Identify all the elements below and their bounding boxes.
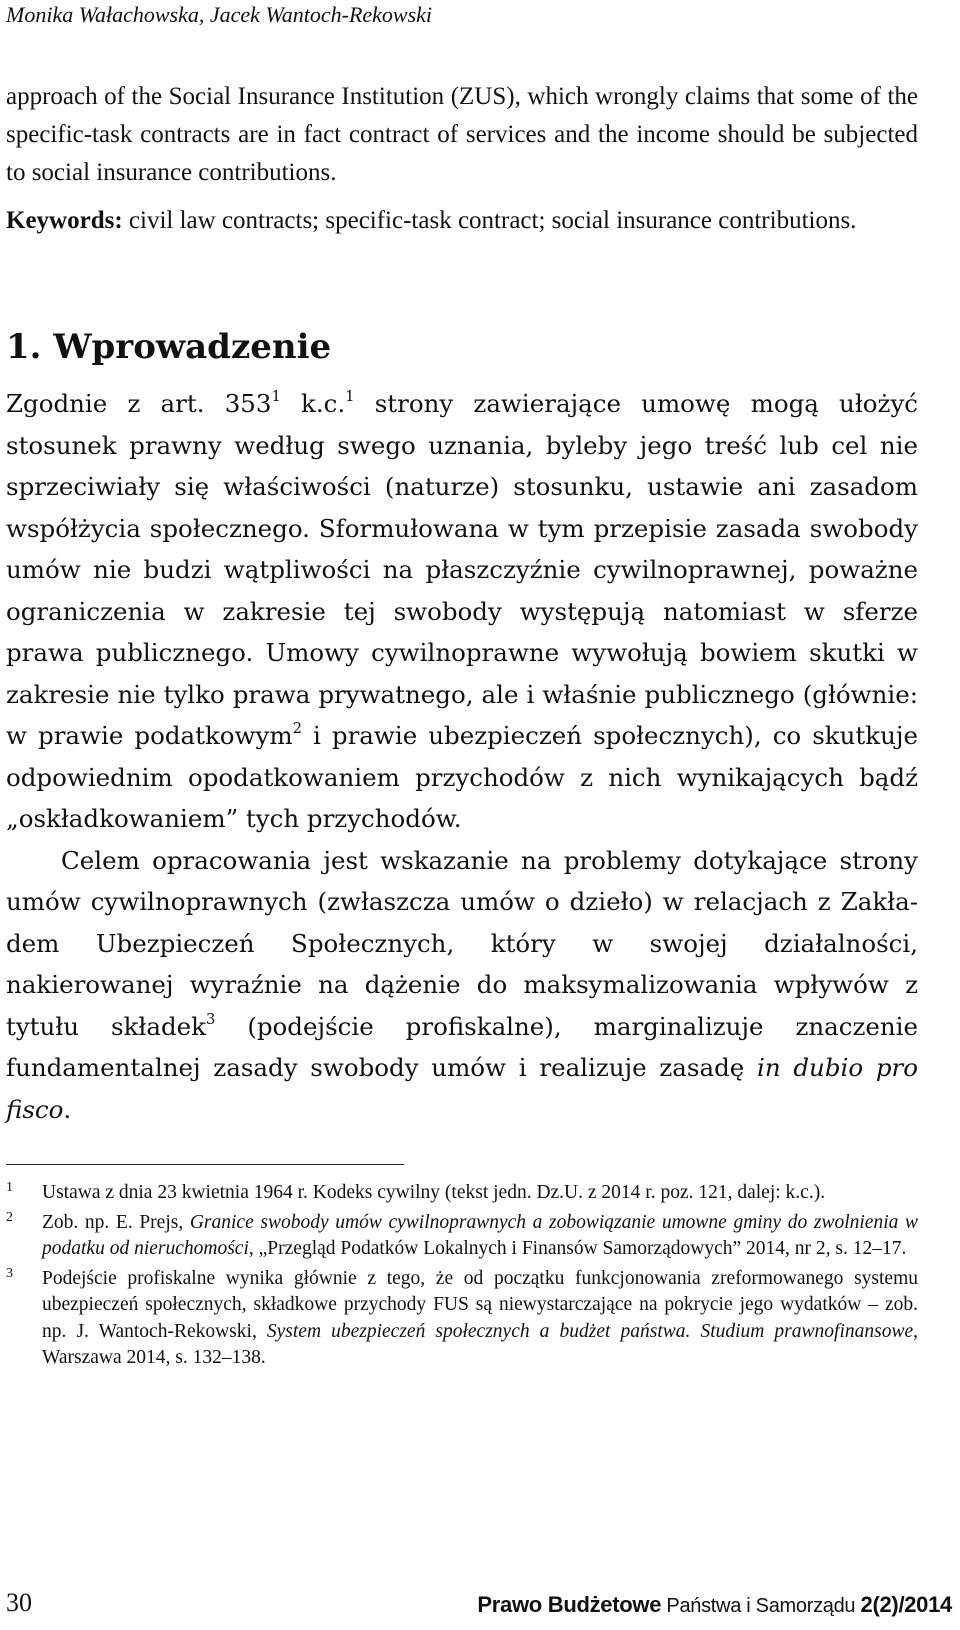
footnote-text: Ustawa z dnia 23 kwietnia 1964 r. Kodeks cywilny (tekst jedn. Dz.U. z 2014 r. poz. 121, dalej: k.c.). (42, 1182, 826, 1203)
abstract-text: approach of the Social Insurance Institution (ZUS), which wrongly claims that some of the specific-task contracts are in fact contract of services and the income should be subjected to social insurance contributions. (6, 83, 918, 186)
page-number: 30 (6, 1588, 32, 1617)
p1-part-d: i prawie ubezpieczeń społecznych), co skutkuje odpowiednim opodatkowaniem przychodów z nich wynikających bądź „oskładkowaniem” tych przychodów. (6, 721, 918, 833)
footnote-ref-2[interactable]: 2 (292, 719, 302, 737)
footnote-number: 1 (6, 1180, 13, 1195)
journal-issue: 2(2)/2014 (860, 1592, 952, 1617)
running-header: Monika Wałachowska, Jacek Wantoch-Rekowski (6, 2, 433, 27)
footnote-text: , Warszawa 2014, s. 132–138. (42, 1320, 918, 1368)
footnotes (6, 1180, 918, 1375)
body-text (6, 383, 918, 1130)
footnote-text: Zob. np. E. Prejs, (42, 1211, 190, 1233)
footnote-separator (6, 1164, 404, 1165)
keywords-list: civil law contracts; specific-task contract; social insurance contributions. (122, 207, 857, 234)
paragraph-2 (6, 840, 918, 1131)
footnote-ref-3[interactable]: 3 (206, 1010, 216, 1028)
paragraph-1 (6, 383, 918, 840)
page-footer (6, 1584, 952, 1624)
footnote-number: 3 (6, 1265, 13, 1281)
abstract (6, 78, 918, 240)
p1-part-c: strony zawierające umowę mogą ułożyć stosunek prawny według swego uznania, byleby jego treść lub cel nie sprzeciwiały się właściwości (naturze) stosunku, ustawie ani zasadom współżycia społecznego. Sformułowana w tym przepisie zasada swobody umów nie budzi wątpliwości na płaszczyźnie cywilnoprawnej, poważne ograniczenia w zakresie tej swobody występują natomiast w sferze prawa publicznego. Umowy cywilnoprawne wywołują bowiem skutki w zakresie nie tylko prawa prywatnego, ale i właśnie publicznego (głównie: w prawie podatkowym (6, 389, 919, 750)
footnote-italic-title: System ubezpieczeń społecznych a budżet państwa. Studium prawnofinansowe (266, 1320, 914, 1342)
p2-part-b: (podejście profiskalne), marginalizuje znaczenie fundamentalnej zasady swobody umów i realizuje zasadę (6, 1011, 919, 1082)
footnote-ref[interactable]: 1 (271, 387, 281, 405)
footnote-italic-title: Granice swobody umów cywilnoprawnych a zobowiązanie umowne gminy do zwolnienia w podatku od nieruchomości (42, 1211, 918, 1259)
keywords (6, 202, 918, 240)
p1-part-b: k.c. (280, 389, 346, 418)
footnote-ref-1[interactable]: 1 (345, 387, 355, 405)
footnote-text: , „Przegląd Podatków Lokalnych i Finansów Samorządowych” 2014, nr 2, s. 12–17. (248, 1238, 907, 1259)
keywords-label: Keywords: (6, 207, 123, 234)
journal-title-regular: Państwa i Samorządu (661, 1595, 861, 1617)
footnote-text: Podejście profiskalne wynika głównie z tego, że od początku funkcjonowania zreformowanego systemu ubezpieczeń społecznych, składkowe przychody FUS są niewystarczające na pokrycie jego wydatków – zob. np. J. Wantoch-Rekowski, (42, 1267, 918, 1342)
footnote-2 (6, 1210, 918, 1263)
footnote-number: 2 (6, 1209, 13, 1225)
footnote-3 (6, 1266, 918, 1372)
journal-title (477, 1592, 952, 1618)
section-title: 1. Wprowadzenie (6, 327, 332, 367)
footnote-1 (6, 1180, 918, 1207)
p2-part-c: . (63, 1094, 72, 1124)
p2-italic: in dubio pro fisco (6, 1053, 918, 1124)
journal-title-bold: Prawo Budżetowe (477, 1592, 662, 1617)
p1-part-a: Zgodnie z art. 353 (6, 389, 272, 418)
p2-part-a: Celem opracowania jest wskazanie na problemy dotykające strony umów cywilnoprawnych (zwłaszcza umów o dzieło) w relacjach z Zakładem Ubezpieczeń Społecznych, który w swojej działalności, nakierowanej wyraźnie na dążenie do maksymalizowania wpływów z tytułu składek (6, 845, 918, 1041)
